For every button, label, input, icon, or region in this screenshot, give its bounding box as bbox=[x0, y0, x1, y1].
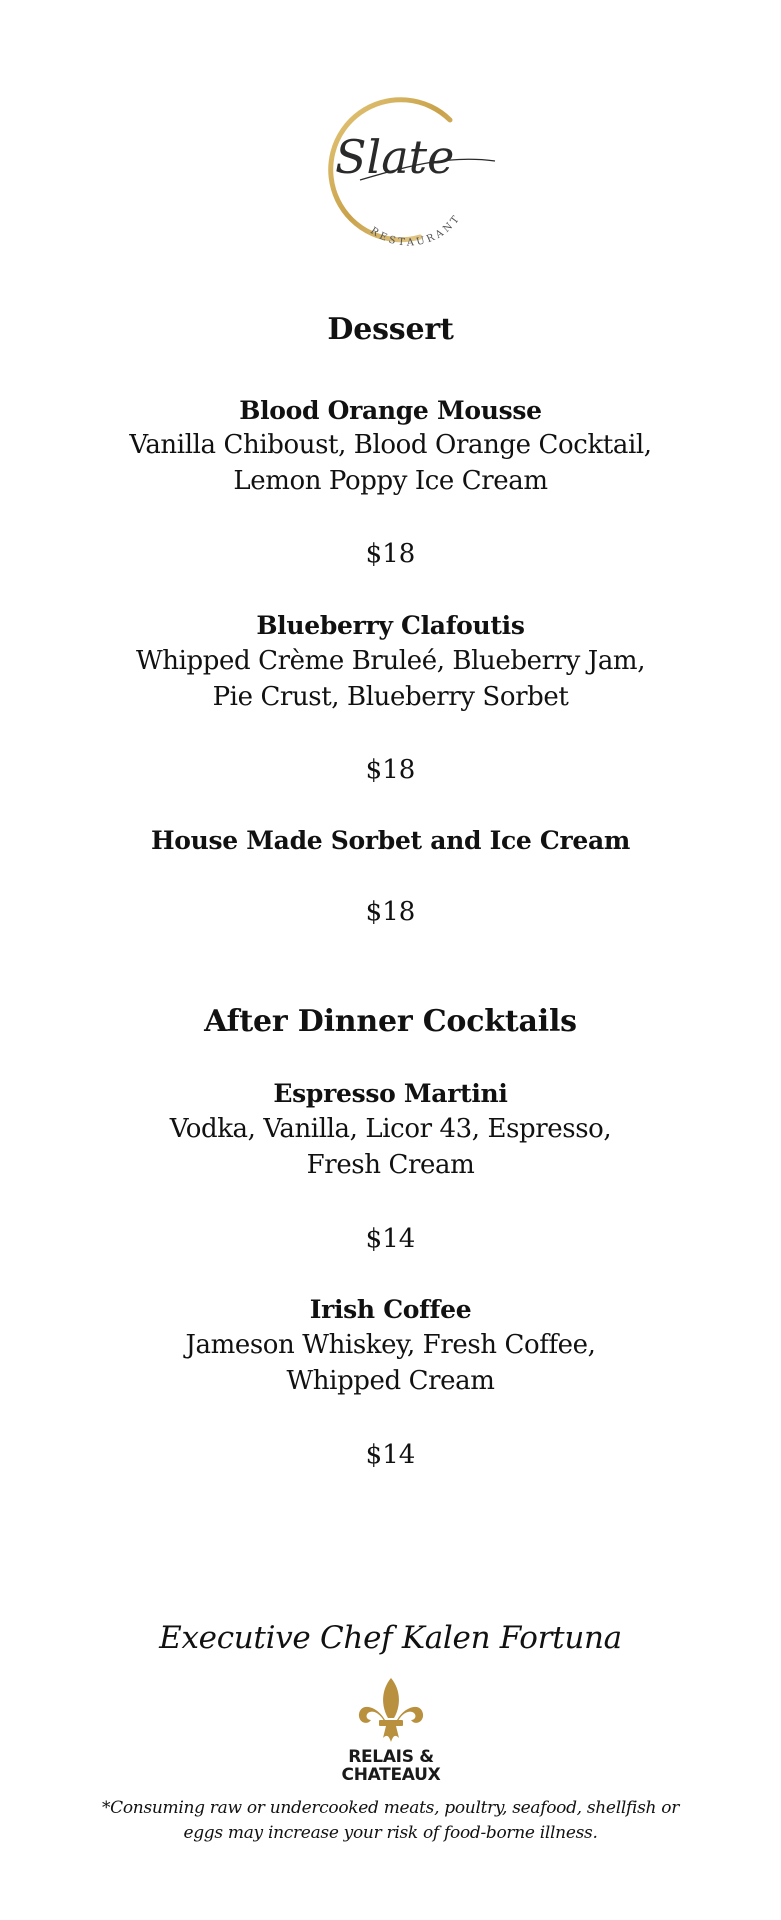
item-price: $18 bbox=[365, 755, 416, 785]
health-disclaimer bbox=[0, 1796, 781, 1846]
section-title-cocktails: After Dinner Cocktails bbox=[204, 1004, 577, 1039]
item-price: $14 bbox=[365, 1440, 416, 1470]
item-name: House Made Sorbet and Ice Cream bbox=[150, 826, 631, 855]
logo-sub-text: RESTAURANT bbox=[368, 212, 464, 249]
item-name: Irish Coffee bbox=[309, 1295, 472, 1324]
disclaimer-line: *Consuming raw or undercooked meats, poultry, seafood, shellfish or bbox=[101, 1798, 680, 1818]
item-description-line: Pie Crust, Blueberry Sorbet bbox=[212, 682, 569, 712]
item-description-line: Whipped Crème Bruleé, Blueberry Jam, bbox=[135, 646, 646, 676]
item-description-line: Lemon Poppy Ice Cream bbox=[233, 466, 548, 496]
section-title-dessert: Dessert bbox=[327, 312, 454, 347]
restaurant-logo bbox=[300, 85, 510, 255]
logo-script-text: Slate bbox=[335, 130, 455, 184]
item-price: $18 bbox=[365, 539, 416, 569]
fleur-de-lis-icon bbox=[355, 1676, 427, 1748]
relais-chateaux-line: RELAIS & bbox=[348, 1747, 434, 1767]
relais-chateaux-wordmark bbox=[340, 1748, 442, 1784]
item-name: Blood Orange Mousse bbox=[239, 396, 542, 425]
item-description bbox=[0, 643, 781, 715]
relais-chateaux-line: CHATEAUX bbox=[341, 1765, 441, 1785]
disclaimer-line: eggs may increase your risk of food-borne illness. bbox=[183, 1823, 598, 1843]
item-description-line: Whipped Cream bbox=[286, 1366, 495, 1396]
item-name: Blueberry Clafoutis bbox=[256, 611, 525, 640]
relais-chateaux-logo bbox=[340, 1676, 442, 1801]
svg-text:RESTAURANT bbox=[368, 212, 463, 249]
item-description-line: Vanilla Chiboust, Blood Orange Cocktail, bbox=[129, 430, 652, 460]
slate-logo-emblem bbox=[300, 85, 510, 255]
item-description bbox=[0, 427, 781, 499]
item-description-line: Vodka, Vanilla, Licor 43, Espresso, bbox=[169, 1114, 612, 1144]
item-price: $14 bbox=[365, 1224, 416, 1254]
item-description-line: Fresh Cream bbox=[306, 1150, 475, 1180]
item-description bbox=[0, 1111, 781, 1183]
item-description bbox=[0, 1327, 781, 1399]
item-price: $18 bbox=[365, 897, 416, 927]
executive-chef: Executive Chef Kalen Fortuna bbox=[159, 1620, 622, 1656]
item-description-line: Jameson Whiskey, Fresh Coffee, bbox=[185, 1330, 596, 1360]
item-name: Espresso Martini bbox=[273, 1079, 508, 1108]
